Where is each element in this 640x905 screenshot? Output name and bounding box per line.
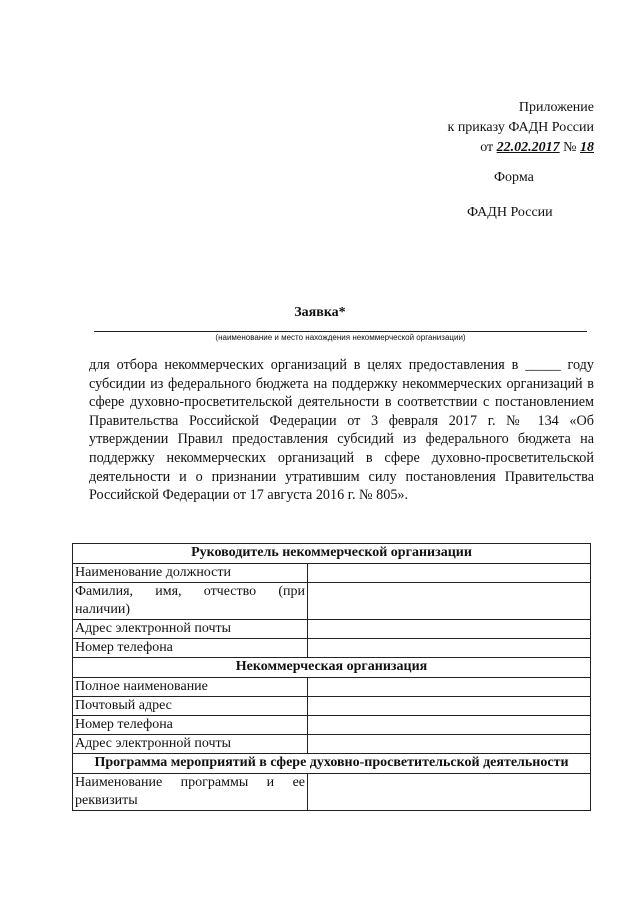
row-value-cell[interactable] [308, 564, 591, 583]
application-table [72, 543, 591, 811]
table-row [73, 620, 591, 639]
org-name-caption: (наименование и место нахождения некоммерческой организации) [215, 333, 466, 342]
handwritten-date: 22.02.2017 [496, 140, 560, 155]
row-label: Номер телефона [73, 639, 308, 658]
table-row [73, 678, 591, 697]
handwritten-number: 18 [580, 140, 594, 155]
row-label: Фамилия, имя, отчество (при наличии) [73, 583, 308, 620]
from-prefix: от [480, 140, 494, 155]
application-body-text: для отбора некоммерческих организаций в целях предоставления в _____ году субсидии из федерального бюджета на поддержку некоммерческих организаций в сфере духовно-просветительской деятельности в соответствии с постановлением Правительства Российской Федерации от 3 февраля 2017 г. № 134 «Об утверждении Правил предоставления субсидий из федерального бюджета на поддержку некоммерческих организаций в сфере духовно-просветительской деятельности и о признании утратившим силу постановления Правительства Российской Федерации от 17 августа 2016 г. № 805». [89, 357, 594, 504]
form-label: Форма [494, 170, 534, 185]
document-title: Заявка* [294, 305, 346, 320]
org-name-line [94, 331, 587, 332]
appendix-order-ref: к приказу ФАДН России [447, 120, 594, 135]
row-label: Почтовый адрес [73, 697, 308, 716]
row-value-cell[interactable] [308, 639, 591, 658]
table-row [73, 639, 591, 658]
row-label: Адрес электронной почты [73, 620, 308, 639]
row-value-cell[interactable] [308, 583, 591, 620]
table-row [73, 735, 591, 754]
row-value-cell[interactable] [308, 735, 591, 754]
row-value-cell[interactable] [308, 774, 591, 811]
row-label: Наименование должности [73, 564, 308, 583]
table-row [73, 716, 591, 735]
row-value-cell[interactable] [308, 716, 591, 735]
row-label: Полное наименование [73, 678, 308, 697]
appendix-title: Приложение [518, 100, 594, 115]
agency-name: ФАДН России [467, 205, 553, 220]
row-label: Номер телефона [73, 716, 308, 735]
table-row [73, 583, 591, 620]
row-label: Адрес электронной почты [73, 735, 308, 754]
number-prefix: № [563, 140, 577, 155]
section-head-manager: Руководитель некоммерческой организации [73, 544, 591, 564]
row-value-cell[interactable] [308, 620, 591, 639]
row-value-cell[interactable] [308, 678, 591, 697]
section-head-program: Программа мероприятий в сфере духовно-просветительской деятельности [73, 754, 591, 774]
appendix-date-number [448, 138, 594, 158]
table-row [73, 774, 591, 811]
table-row [73, 697, 591, 716]
row-label: Наименование программы и ее реквизиты [73, 774, 308, 811]
section-head-organization: Некоммерческая организация [73, 658, 591, 678]
row-value-cell[interactable] [308, 697, 591, 716]
appendix-header [448, 98, 594, 158]
table-row [73, 564, 591, 583]
